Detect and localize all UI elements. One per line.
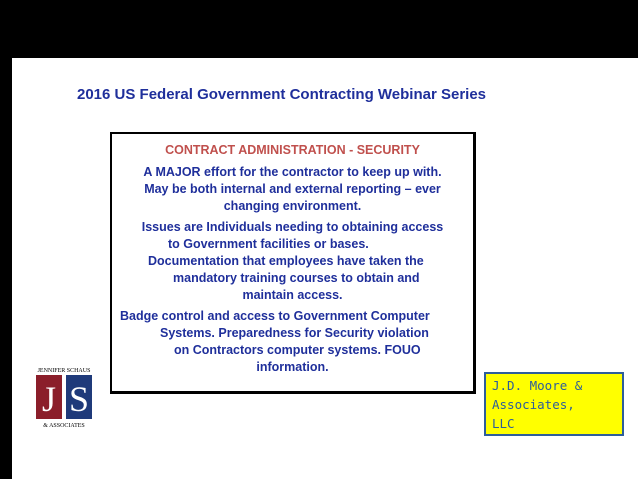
svg-text:JENNIFER SCHAUS: JENNIFER SCHAUS <box>37 368 91 374</box>
paragraph-line: changing environment. <box>223 199 362 213</box>
svg-text:J: J <box>41 379 57 419</box>
top-black-bar <box>0 0 638 58</box>
paragraph-line: mandatory training courses to obtain and <box>173 271 420 285</box>
paragraph-line: A MAJOR effort for the contractor to keep up with. <box>143 165 442 179</box>
svg-text:S: S <box>68 379 90 419</box>
paragraph-line: information. <box>256 360 329 374</box>
paragraph-line: Badge control and access to Government Computer <box>120 309 430 323</box>
paragraph-line: Documentation that employees have taken the <box>148 254 424 268</box>
paragraph-line: on Contractors computer systems. FOUO <box>174 343 421 357</box>
company-line: J.D. Moore & <box>492 378 583 393</box>
box-heading: CONTRACT ADMINISTRATION - SECURITY <box>165 143 420 157</box>
paragraph-line: to Government facilities or bases. <box>168 237 369 251</box>
svg-text:& ASSOCIATES: & ASSOCIATES <box>43 423 85 429</box>
paragraph-line: maintain access. <box>242 288 343 302</box>
content-box <box>110 132 476 394</box>
paragraph-issues <box>118 219 467 304</box>
paragraph-line: Issues are Individuals needing to obtaining access <box>141 220 444 234</box>
series-title: 2016 US Federal Government Contracting Webinar Series <box>77 86 487 103</box>
paragraph-line: Systems. Preparedness for Security violation <box>160 326 429 340</box>
paragraph-line: May be both internal and external reporting – ever <box>144 182 441 196</box>
paragraph-effort <box>118 164 467 215</box>
paragraph-badge <box>118 308 467 376</box>
company-line: Associates, <box>492 397 575 412</box>
company-line: LLC <box>492 416 515 431</box>
jennifer-schaus-logo <box>28 365 100 431</box>
company-label-box <box>484 372 624 436</box>
